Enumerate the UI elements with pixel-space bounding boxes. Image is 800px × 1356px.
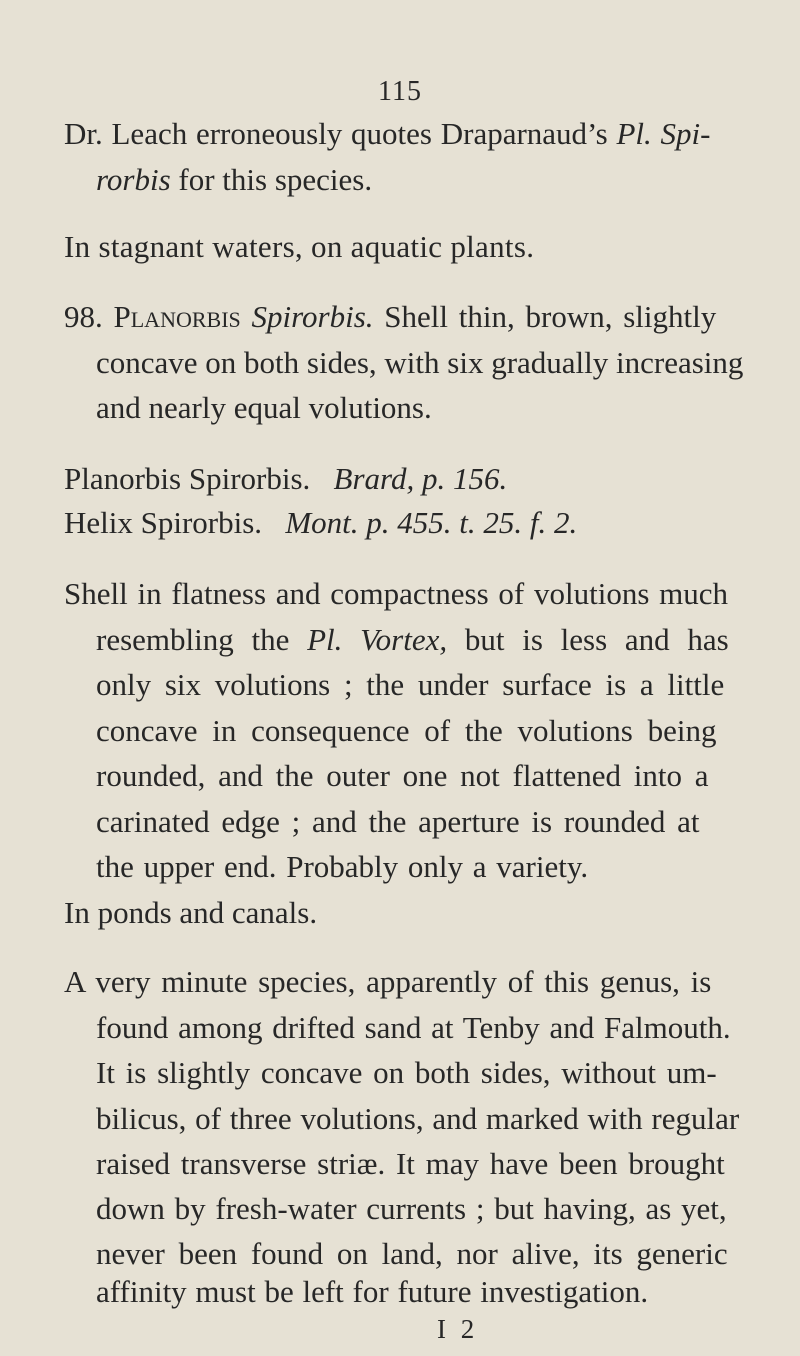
- synonym-reference: Brard, p. 156.: [333, 461, 508, 496]
- text-span: Shell thin, brown, slightly: [373, 299, 717, 334]
- text-line: concave in consequence of the volutions being: [96, 713, 717, 748]
- synonym-name: Planorbis Spirorbis.: [64, 461, 311, 496]
- habitat-line: In ponds and canals.: [64, 895, 318, 930]
- text-span: for this species.: [170, 162, 373, 197]
- text-line: rounded, and the outer one not flattened into a: [96, 758, 709, 793]
- text-line: only six volutions ; the under surface is a little: [96, 667, 725, 702]
- synonym-line: [64, 463, 507, 494]
- text-line: A very minute species, apparently of this genus, is: [64, 964, 712, 999]
- text-line: down by fresh-water currents ; but having, as yet,: [96, 1191, 727, 1226]
- text-line: carinated edge ; and the aperture is rounded at: [96, 804, 700, 839]
- synonym-reference: Mont. p. 455. t. 25. f. 2.: [285, 505, 578, 540]
- synonym-line: [64, 507, 577, 538]
- text-span: resembling the: [96, 622, 308, 657]
- text-line: [64, 118, 710, 149]
- text-line: never been found on land, nor alive, its generic: [96, 1236, 728, 1271]
- italic-reference: Pl. Vortex,: [307, 622, 448, 657]
- species-number: 98.: [64, 299, 114, 334]
- text-line: [96, 624, 729, 655]
- text-line: raised transverse striæ. It may have been brought: [96, 1146, 725, 1181]
- synonym-name: Helix Spirorbis.: [64, 505, 263, 540]
- habitat-line: In stagnant waters, on aquatic plants.: [64, 229, 535, 264]
- text-line: bilicus, of three volutions, and marked with regular: [96, 1101, 740, 1136]
- species-heading: [64, 301, 716, 332]
- text-line: the upper end. Probably only a variety.: [96, 849, 589, 884]
- text-line: found among drifted sand at Tenby and Falmouth.: [96, 1010, 731, 1045]
- genus-name: Planorbis: [113, 299, 241, 334]
- text-span: but is less and has: [447, 622, 729, 657]
- text-line: [96, 164, 372, 195]
- text-line: It is slightly concave on both sides, without um-: [96, 1055, 717, 1090]
- italic-reference: Pl. Spi-: [616, 116, 711, 151]
- italic-reference: rorbis: [96, 162, 171, 197]
- text-line: Shell in flatness and compactness of volutions much: [64, 576, 729, 611]
- page-number: 115: [378, 76, 422, 107]
- text-line: affinity must be left for future investigation.: [96, 1274, 649, 1309]
- species-name: Spirorbis.: [240, 299, 374, 334]
- text-line: and nearly equal volutions.: [96, 390, 432, 425]
- text-span: Dr. Leach erroneously quotes Draparnaud’s: [64, 116, 617, 151]
- signature-mark: I 2: [437, 1314, 479, 1344]
- text-line: concave on both sides, with six gradually increasing: [96, 345, 744, 380]
